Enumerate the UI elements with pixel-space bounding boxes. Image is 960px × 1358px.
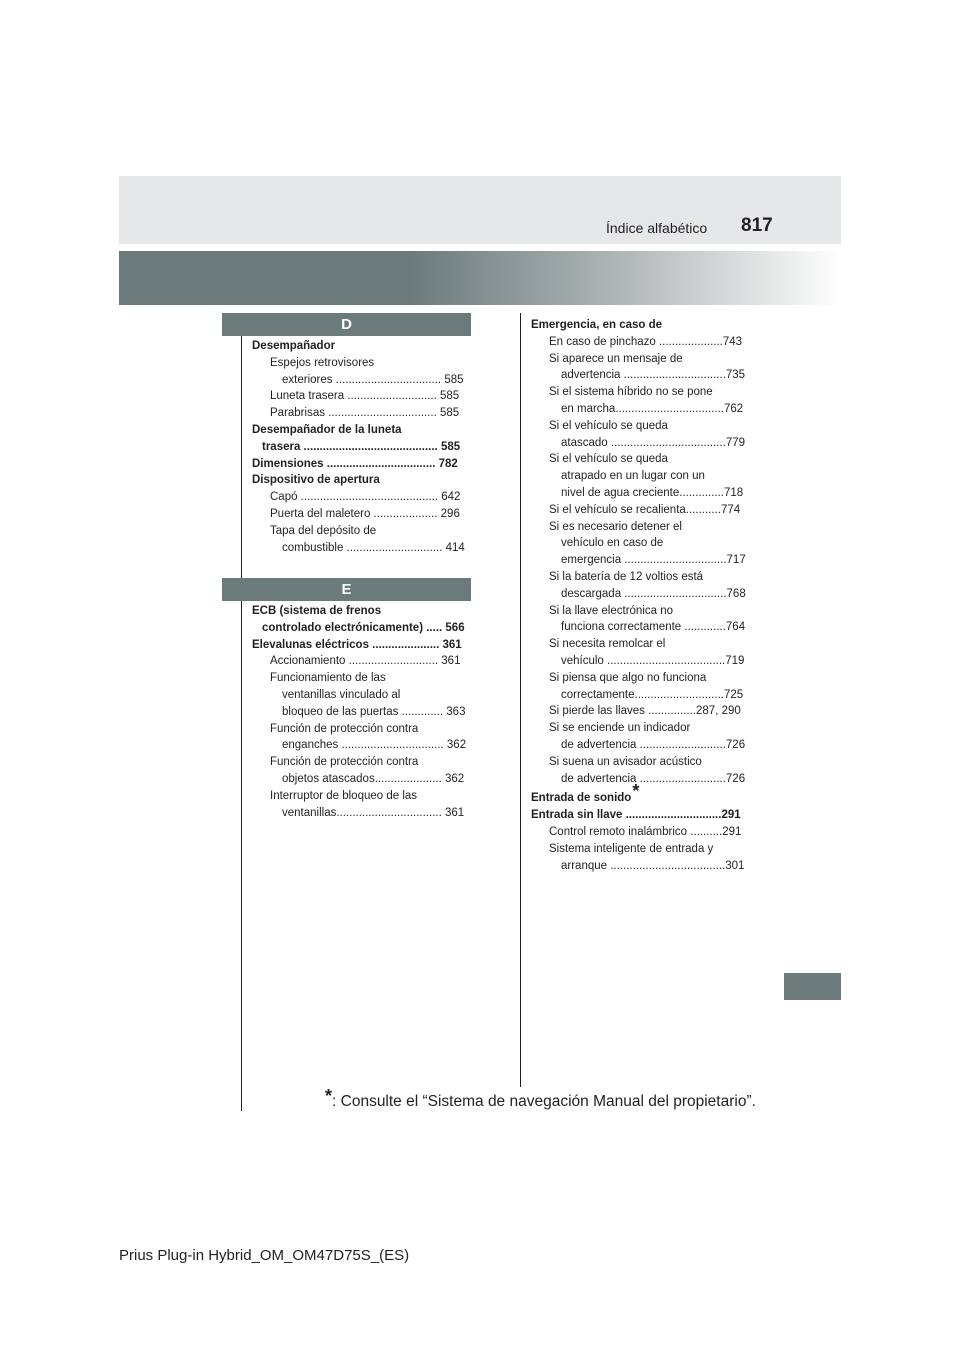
index-entry: Si la llave electrónica no (549, 604, 674, 617)
index-entry: objetos atascados..................... 362 (282, 772, 465, 785)
index-entry: Desempañador (252, 340, 336, 352)
document-footer: Prius Plug-in Hybrid_OM_OM47D75S_(ES) (119, 1247, 410, 1264)
index-entry: Funcionamiento de las (270, 672, 386, 685)
index-entry: Si pierde las llaves ...............287, 290 (549, 705, 741, 718)
index-entry: combustible .............................. 414 (282, 541, 465, 554)
index-entry: emergencia ................................717 (561, 554, 746, 567)
index-column-right (531, 317, 757, 874)
footnote (324, 1086, 756, 1111)
section-header-d: D (222, 313, 471, 336)
index-entry: Tapa del depósito de (270, 524, 377, 537)
index-entry: Luneta trasera ............................ 585 (270, 390, 460, 403)
index-entry: Si se enciende un indicador (549, 722, 691, 735)
index-entry: Función de protección contra (270, 722, 419, 735)
index-entry: Puerta del maletero .................... 296 (270, 507, 460, 520)
header-gradient-band (119, 251, 841, 305)
index-entry: Si necesita remolcar el (549, 638, 666, 651)
page-number: 817 (741, 215, 773, 236)
index-entry: Emergencia, en caso de (531, 319, 663, 331)
index-entry: Si piensa que algo no funciona (549, 671, 707, 684)
index-entry: Si aparece un mensaje de (549, 352, 683, 365)
index-entry: Si el sistema híbrido no se pone (549, 386, 713, 399)
index-entry: de advertencia ...........................726 (561, 772, 746, 785)
index-entry: controlado electrónicamente) ..... 566 (262, 621, 465, 634)
asterisk-marker: * (632, 781, 640, 802)
index-entry: correctamente............................725 (561, 688, 744, 701)
index-entry: nivel de agua creciente..............718 (561, 486, 744, 499)
index-entry: Interruptor de bloqueo de las (270, 789, 418, 802)
index-column-e (252, 603, 474, 821)
index-entry: ECB (sistema de frenos (252, 605, 382, 617)
index-entry: ventanillas vinculado al (282, 688, 401, 701)
index-entry: trasera .......................................... 585 (262, 440, 461, 453)
index-column-d (252, 338, 474, 556)
index-entry: Sistema inteligente de entrada y (549, 842, 714, 855)
index-entry: Si el vehículo se queda (549, 419, 668, 432)
index-entry: ventanillas................................. 361 (282, 806, 465, 819)
chapter-thumb-tab (784, 973, 841, 1000)
index-entry: Desempañador de la luneta (252, 423, 402, 436)
index-entry: en marcha..................................762 (561, 402, 744, 415)
index-entry: atascado ....................................779 (561, 436, 746, 449)
index-entry: Capó ........................................... 642 (270, 491, 461, 504)
index-entry: Entrada sin llave ..............................291 (531, 809, 741, 822)
index-entry: bloqueo de las puertas ............. 363 (282, 705, 466, 718)
index-entry: Dimensiones .................................. 782 (252, 457, 458, 470)
index-entry: de advertencia ...........................726 (561, 738, 746, 751)
footnote-text: : Consulte el “Sistema de navegación Manual del propietario”. (332, 1093, 756, 1110)
index-entry: advertencia ................................735 (561, 369, 746, 382)
index-entry: Control remoto inalámbrico ..........291 (549, 825, 742, 838)
index-entry: vehículo en caso de (561, 537, 664, 550)
index-entry: Función de protección contra (270, 756, 419, 769)
index-entry: Entrada de sonido* (531, 781, 640, 805)
index-entry: Accionamiento ............................ 361 (270, 655, 461, 668)
index-entry: Si el vehículo se queda (549, 453, 668, 466)
index-entry: Elevalunas eléctricos ..................... 361 (252, 638, 462, 651)
index-entry: Parabrisas .................................. 585 (270, 407, 460, 420)
section-title: Índice alfabético (606, 220, 708, 236)
center-column-rule (520, 313, 521, 1087)
index-entry: Si es necesario detener el (549, 520, 682, 533)
index-entry: Si el vehículo se recalienta...........774 (549, 503, 741, 516)
index-entry: Espejos retrovisores (270, 356, 375, 369)
index-entry: Dispositivo de apertura (252, 474, 380, 487)
index-entry: vehículo .....................................719 (561, 654, 745, 667)
index-entry: enganches ................................ 362 (282, 739, 467, 752)
index-entry: descargada ................................768 (561, 587, 746, 600)
index-entry: Si suena un avisador acústico (549, 755, 702, 768)
index-entry: funciona correctamente .............764 (561, 621, 746, 634)
index-entry: atrapado en un lugar con un (561, 470, 705, 483)
header-bar (119, 176, 841, 244)
section-header-e: E (222, 578, 471, 601)
index-entry: Si la batería de 12 voltios está (549, 570, 704, 583)
index-entry: arranque ....................................301 (561, 859, 745, 872)
left-column-rule (241, 313, 242, 1111)
footnote-asterisk: * (325, 1086, 333, 1106)
index-entry: En caso de pinchazo ....................743 (549, 335, 743, 348)
index-entry: exteriores ................................. 585 (282, 373, 464, 386)
